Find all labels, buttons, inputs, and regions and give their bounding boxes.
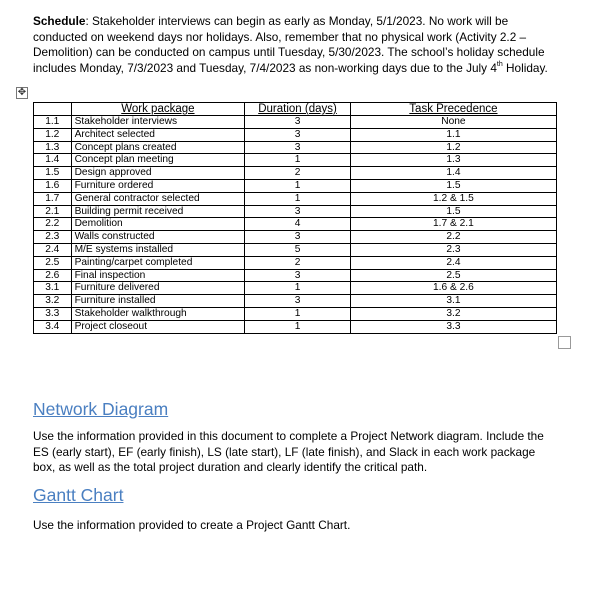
cell-work-package: Furniture installed <box>71 295 245 308</box>
schedule-text-end: Holiday. <box>502 60 548 75</box>
table-row <box>34 154 557 167</box>
cell-duration: 1 <box>245 282 351 295</box>
cell-precedence: 1.7 & 2.1 <box>350 218 556 231</box>
cell-precedence: 1.6 & 2.6 <box>350 282 556 295</box>
cell-id: 1.2 <box>34 128 72 141</box>
cell-work-package: Design approved <box>71 167 245 180</box>
table-row <box>34 282 557 295</box>
table-row <box>34 256 557 269</box>
cell-work-package: Furniture ordered <box>71 179 245 192</box>
cell-id: 2.3 <box>34 231 72 244</box>
network-diagram-heading: Network Diagram <box>33 399 169 419</box>
cell-precedence: 1.3 <box>350 154 556 167</box>
cell-id: 2.4 <box>34 243 72 256</box>
cell-precedence: 1.2 & 1.5 <box>350 192 556 205</box>
cell-precedence: 1.5 <box>350 179 556 192</box>
schedule-text: : Stakeholder interviews can begin as early as Monday, 5/1/2023. No work will be conducted on weekend days nor holidays. Also, remember that no physical work (Activity 2.2 – Demolition) can be conducted on campus until Tuesday, 5/30/2023. The school’s holiday schedule includes Monday, 7/3/2023 and Tuesday, 7/4/2023 as non-working days due to the July 4 <box>33 14 545 75</box>
cell-duration: 5 <box>245 243 351 256</box>
table-row <box>34 320 557 333</box>
gantt-chart-heading: Gantt Chart <box>33 485 124 505</box>
work-package-table <box>33 102 557 334</box>
header-precedence: Task Precedence <box>350 103 556 116</box>
cell-precedence: 2.5 <box>350 269 556 282</box>
cell-id: 2.5 <box>34 256 72 269</box>
cell-precedence: 2.3 <box>350 243 556 256</box>
cell-precedence: 2.2 <box>350 231 556 244</box>
cell-id: 3.2 <box>34 295 72 308</box>
schedule-superscript: th <box>496 60 503 68</box>
cell-precedence: 3.3 <box>350 320 556 333</box>
header-work-package: Work package <box>71 103 245 116</box>
table-row <box>34 269 557 282</box>
cell-precedence: 1.1 <box>350 128 556 141</box>
cell-duration: 3 <box>245 231 351 244</box>
cell-id: 2.6 <box>34 269 72 282</box>
cell-precedence: 3.1 <box>350 295 556 308</box>
cell-duration: 3 <box>245 205 351 218</box>
table-row <box>34 116 557 129</box>
cell-id: 1.6 <box>34 179 72 192</box>
schedule-label: Schedule <box>33 14 86 28</box>
cell-duration: 3 <box>245 269 351 282</box>
cell-work-package: Building permit received <box>71 205 245 218</box>
move-arrows-icon[interactable]: ✥ <box>17 87 27 98</box>
cell-duration: 1 <box>245 154 351 167</box>
cell-work-package: Concept plan meeting <box>71 154 245 167</box>
table-row <box>34 192 557 205</box>
cell-work-package: Walls constructed <box>71 231 245 244</box>
cell-id: 1.1 <box>34 116 72 129</box>
cell-id: 3.3 <box>34 307 72 320</box>
cell-duration: 2 <box>245 256 351 269</box>
cell-duration: 3 <box>245 116 351 129</box>
cell-precedence: 1.5 <box>350 205 556 218</box>
cell-duration: 3 <box>245 141 351 154</box>
resize-handle-icon[interactable] <box>558 336 571 349</box>
cell-work-package: Stakeholder interviews <box>71 116 245 129</box>
cell-duration: 3 <box>245 128 351 141</box>
cell-duration: 4 <box>245 218 351 231</box>
cell-work-package: Project closeout <box>71 320 245 333</box>
cell-id: 2.1 <box>34 205 72 218</box>
cell-work-package: Concept plans created <box>71 141 245 154</box>
table-row <box>34 179 557 192</box>
cell-work-package: Final inspection <box>71 269 245 282</box>
table-row <box>34 231 557 244</box>
cell-work-package: Painting/carpet completed <box>71 256 245 269</box>
table-row <box>34 128 557 141</box>
cell-duration: 2 <box>245 167 351 180</box>
cell-id: 3.4 <box>34 320 72 333</box>
cell-work-package: General contractor selected <box>71 192 245 205</box>
cell-id: 3.1 <box>34 282 72 295</box>
cell-precedence: 2.4 <box>350 256 556 269</box>
cell-id: 1.4 <box>34 154 72 167</box>
cell-duration: 1 <box>245 320 351 333</box>
cell-duration: 3 <box>245 295 351 308</box>
gantt-chart-text: Use the information provided to create a Project Gantt Chart. <box>33 518 351 532</box>
cell-work-package: Furniture delivered <box>71 282 245 295</box>
table-row <box>34 205 557 218</box>
cell-id: 2.2 <box>34 218 72 231</box>
cell-duration: 1 <box>245 307 351 320</box>
cell-precedence: 3.2 <box>350 307 556 320</box>
table-header-row <box>34 103 557 116</box>
cell-precedence: None <box>350 116 556 129</box>
cell-duration: 1 <box>245 179 351 192</box>
table-row <box>34 167 557 180</box>
cell-duration: 1 <box>245 192 351 205</box>
table-row <box>34 218 557 231</box>
header-duration: Duration (days) <box>245 103 351 116</box>
table-row <box>34 243 557 256</box>
table-row <box>34 141 557 154</box>
cell-id: 1.5 <box>34 167 72 180</box>
cell-work-package: M/E systems installed <box>71 243 245 256</box>
cell-work-package: Stakeholder walkthrough <box>71 307 245 320</box>
cell-work-package: Demolition <box>71 218 245 231</box>
table-row <box>34 307 557 320</box>
table-row <box>34 295 557 308</box>
schedule-paragraph <box>33 14 553 76</box>
cell-id: 1.7 <box>34 192 72 205</box>
cell-precedence: 1.2 <box>350 141 556 154</box>
cell-id: 1.3 <box>34 141 72 154</box>
cell-work-package: Architect selected <box>71 128 245 141</box>
header-id <box>34 103 72 116</box>
table-body <box>34 116 557 334</box>
cell-precedence: 1.4 <box>350 167 556 180</box>
network-diagram-text: Use the information provided in this document to complete a Project Network diagram. Include the ES (early start), EF (early finish), LS (late start), LF (late finish), and Slack in each work package box, as well as the total project duration and clearly identify the critical path. <box>33 429 544 475</box>
